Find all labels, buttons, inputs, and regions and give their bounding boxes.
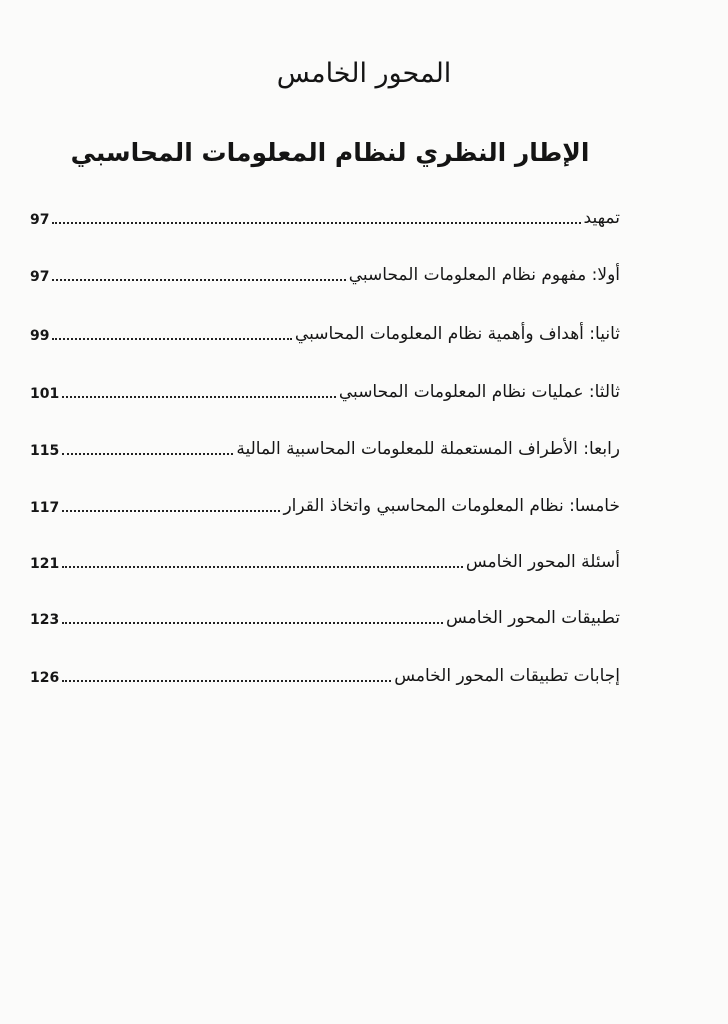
toc-entry-label: أولا: مفهوم نظام المعلومات المحاسبي <box>348 265 620 285</box>
toc-entry-page: 115 <box>30 443 60 459</box>
toc-entry-label: أسئلة المحور الخامس <box>465 552 620 572</box>
toc-entry-label: تطبيقات المحور الخامس <box>445 608 620 628</box>
toc-entry-page: 101 <box>30 386 60 402</box>
toc-entry <box>30 596 620 630</box>
toc-entry <box>30 196 620 230</box>
toc-entry <box>30 540 620 574</box>
toc-entry-label: إجابات تطبيقات المحور الخامس <box>394 666 620 686</box>
toc-entry <box>30 370 620 404</box>
toc-dot-leader <box>62 621 443 624</box>
toc-dot-leader <box>62 509 280 512</box>
toc-entry-page: 123 <box>30 612 60 628</box>
toc-entry-label: ثالثا: عمليات نظام المعلومات المحاسبي <box>338 382 620 402</box>
toc-entry-page: 121 <box>30 556 60 572</box>
toc-dot-leader <box>62 679 391 682</box>
toc-entry-page: 97 <box>30 212 50 228</box>
toc-entry-label: خامسا: نظام المعلومات المحاسبي واتخاذ القرار <box>283 496 620 516</box>
toc-dot-leader <box>62 452 233 455</box>
toc-entry <box>30 312 620 346</box>
toc-entry-page: 117 <box>30 500 60 516</box>
toc-entry <box>30 654 620 688</box>
toc-entry <box>30 484 620 518</box>
toc-dot-leader <box>52 221 580 224</box>
chapter-subtitle: الإطار النظري لنظام المعلومات المحاسبي <box>70 138 590 167</box>
toc-entry-label: رابعا: الأطراف المستعملة للمعلومات المحاسبية المالية <box>236 439 620 459</box>
toc-entry <box>30 427 620 461</box>
toc-entry-page: 97 <box>30 269 50 285</box>
toc-dot-leader <box>62 565 463 568</box>
chapter-title: المحور الخامس <box>276 58 452 89</box>
toc-dot-leader <box>62 395 336 398</box>
toc-dot-leader <box>52 278 345 281</box>
toc-entry-label: تمهيد <box>583 208 620 228</box>
toc-entry <box>30 253 620 287</box>
toc-entry-page: 99 <box>30 328 50 344</box>
toc-entry-label: ثانيا: أهداف وأهمية نظام المعلومات المحاسبي <box>294 324 620 344</box>
toc-dot-leader <box>52 337 291 340</box>
toc-entry-page: 126 <box>30 670 60 686</box>
